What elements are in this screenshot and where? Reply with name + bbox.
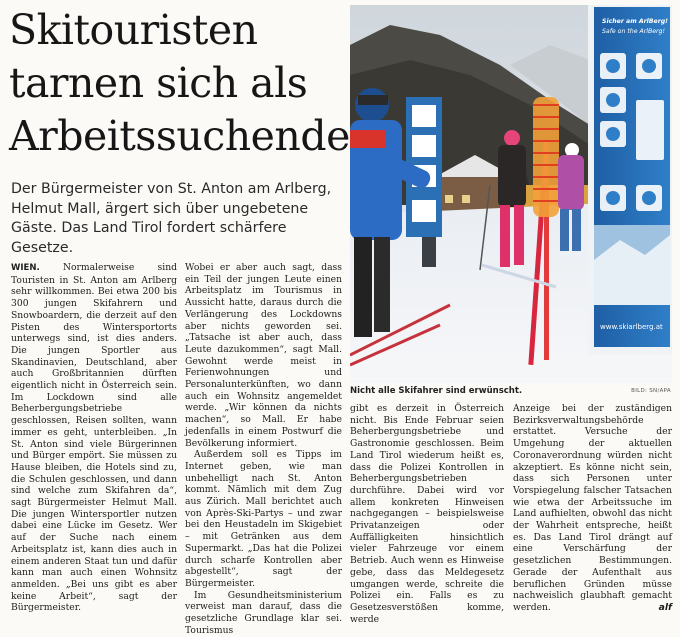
column-4-paragraph-1: Anzeige bei der zuständigen Bezirksverwaltungsbehörde erstattet. Versuche der Umgehung der aktuellen Coronaverordnung würden nicht akzeptiert. Es könne nicht sein, dass sich Personen unter Vorspiegelung falscher Tatsachen wie etwa der Arbeitssuche im Land aufhielten, obwohl das nicht der Wahrheit entspreche, heißt es. Das Land Tirol drängt auf eine Verschärfung der gesetzlichen Bestimmungen. Gerade der Aufenthalt aus beruflichen Gründen müsse nachweislich glaubhaft gemacht werden. [513,403,672,613]
svg-text:Sicher am ArlBerg!: Sicher am ArlBerg! [602,18,669,25]
author-signature: alf [658,601,672,613]
column-2-paragraph-2: Außerdem soll es Tipps im Internet geben, wie man unbehelligt nach St. Anton kommt. Nämlich mit dem Zug aus Zürich. Mall berichtet auch von Après-Ski-Partys – und zwar bei den Heustadeln im Skigebiet – mit Getränken aus dem Supermarkt. „Das hat die Polizei durch scharfe Kontrollen aber abgestellt“, sagt der Bürgermeister. [185,449,342,589]
column-3-paragraph-1: gibt es derzeit in Österreich nicht. Bis Ende Februar seien Beherbergungsbetriebe und Gastronomie geschlossen. Beim Land Tirol wiederum heißt es, dass die Polizei Kontrollen in Beherbergungsbetrieben durchführe. Dabei wird vor allem konkreten Hinweisen nachgegangen – beispielsweise Privatanzeigen oder Auffälligkeiten hinsichtlich vieler Fahrzeuge vor einem Betrieb. Auch wenn es Hinweise gebe, dass das Meldegesetz umgangen werde, schreite die Polizei ein. Falls es zu Gesetzesverstößen komme, werde [350,403,504,625]
column-2-paragraph-3: Im Gesundheitsministerium verweist man darauf, dass die gesetzliche Grundlage klar sei. Tourismus [185,589,342,636]
article-column-4 [513,403,672,614]
photo-caption: Nicht alle Skifahrer sind erwünscht. [350,386,523,396]
photo-credit: BILD: SN/APA [631,388,671,394]
article-photo [350,5,672,383]
headline: Skitouristen tarnen sich als Arbeitssuchende [9,6,350,160]
lead-paragraph: Der Bürgermeister von St. Anton am Arlberg, Helmut Mall, ärgert sich über ungebetene Gäste. Das Land Tirol fordert schärfere Gesetze. [11,181,332,256]
dateline: WIEN. [11,263,40,273]
column-2-paragraph-1: Wobei er aber auch sagt, dass ein Teil der jungen Leute einen Arbeitsplatz im Tourismus in Aussicht hatte, daraus durch die Verlängerung des Lockdowns aber nichts geworden sei. „Tatsache ist aber auch, dass Leute dazukommen“, sagt Mall. Gewohnt werde meist in Ferienwohnungen und Personalunterkünften, wo dann auch ein Wohnsitz angemeldet werde. „Wir können da nichts machen“, so Mall. Er habe jedenfalls in einem Postwurf die Bevölkerung informiert. [185,262,342,449]
article-column-1 [11,262,177,614]
article-column-2 [185,262,342,637]
svg-text:www.skiarlberg.at: www.skiarlberg.at [600,323,663,331]
column-1-paragraph-1: Normalerweise sind Touristen in St. Anton am Arlberg sehr willkommen. Bei etwa 200 bis 300 jungen Skifahrern und Snowboardern, die derzeit auf den Pisten des Wintersportorts unterwegs sind, ist dies anders. Die jungen Sportler aus Skandinavien, Deutschland, aber auch Großbritannien dürften eigentlich nicht in Österreich sein. Im Lockdown sind alle Beherbergungsbetriebe geschlossen, Reisen sollten, wann immer es geht, unterbleiben. „In St. Anton sind viele Bürgerinnen und Bürger empört. Sie müssen zu Hause bleiben, die Hotels sind zu, die Schulen geschlossen, und dann sind welche zum Skifahren da“, sagt Bürgermeister Helmut Mall. Die jungen Wintersportler nutzen dabei eine Lücke im Gesetz. Wer auf der Suche nach einem Arbeitsplatz ist, kann dies auch in einem anderen Staat tun und dafür kann man auch einen Wohnsitz anmelden. „Bei uns gibt es aber keine Arbeit“, sagt der Bürgermeister. [11,262,178,614]
article-column-3 [350,403,504,625]
svg-text:Safe on the ArlBerg!: Safe on the ArlBerg! [602,28,665,35]
